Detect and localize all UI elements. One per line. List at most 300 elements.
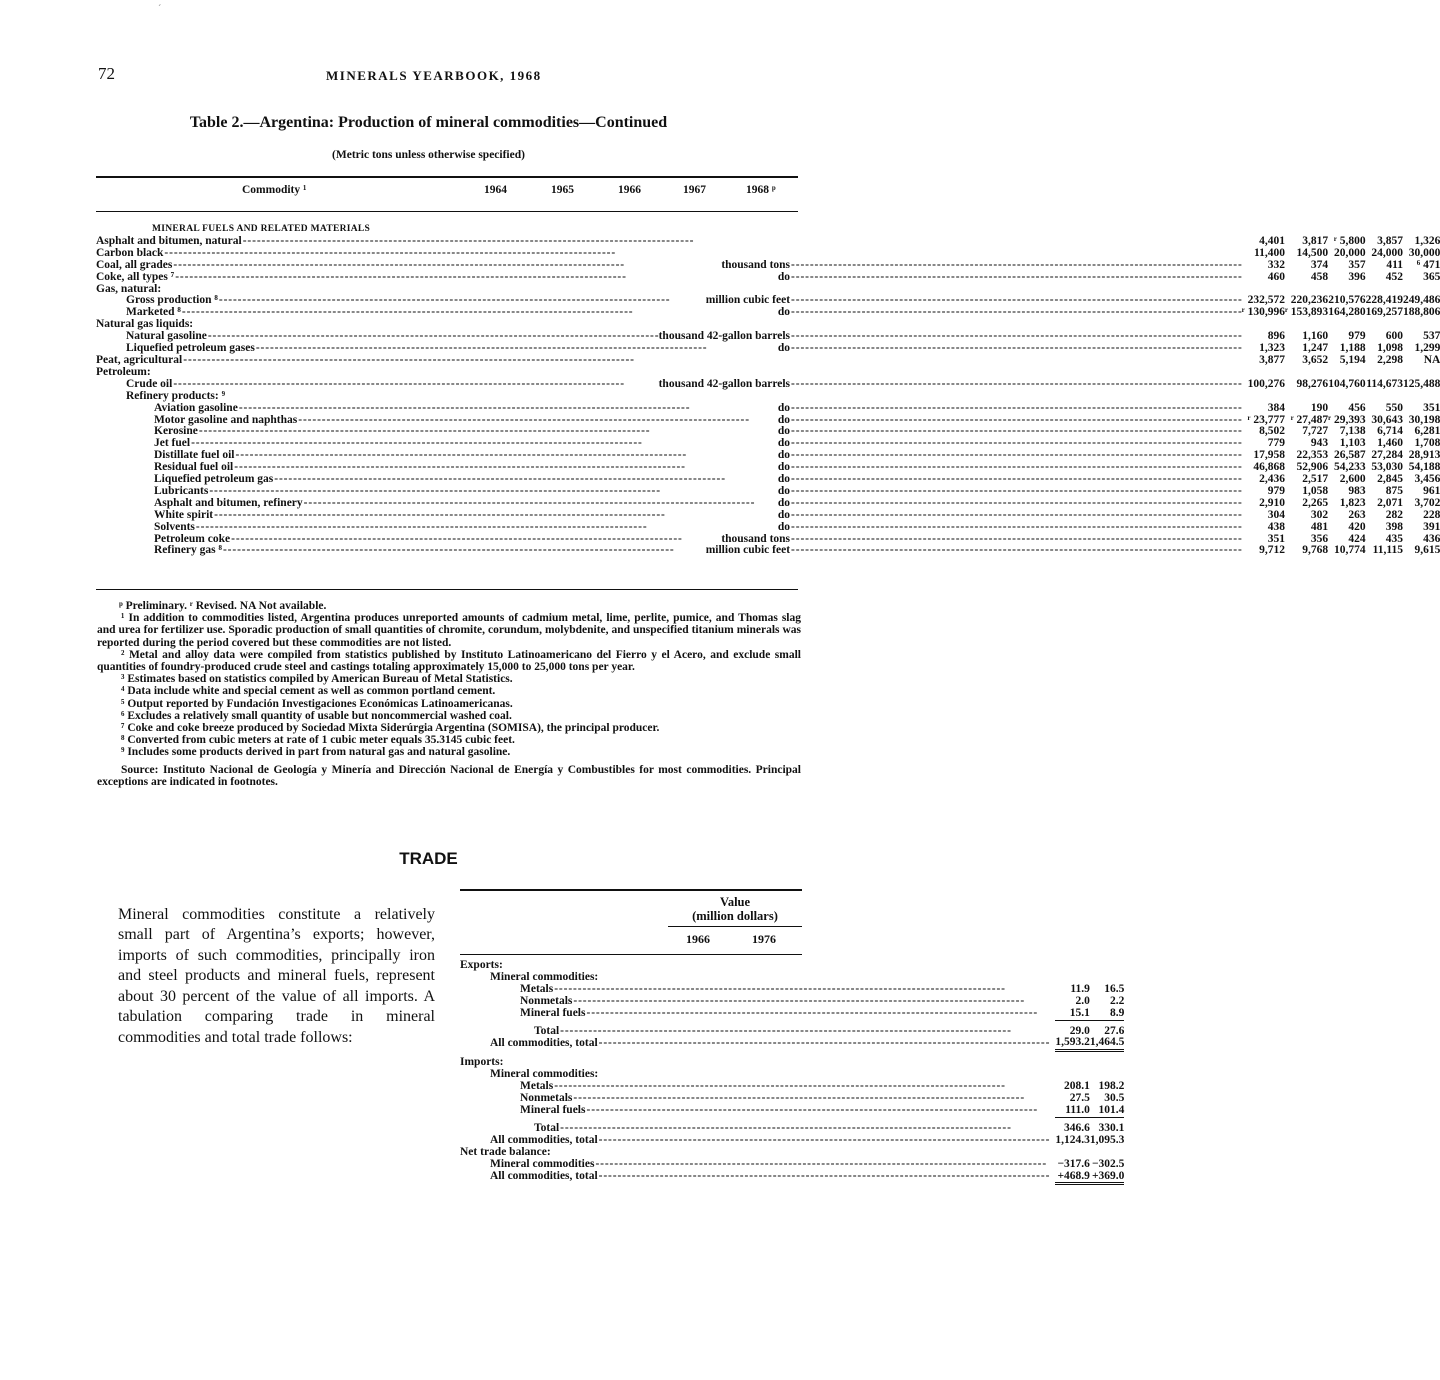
value-cell [1242,367,1285,379]
production-table [96,224,1440,557]
trade-value-cell: 30.5 [1104,1092,1125,1105]
value-cell: 2,265 [1302,496,1329,509]
value-cell: 17,958 [1253,449,1285,462]
value-cell: 9,615 [1414,544,1440,557]
value-cell: 7,138 [1339,425,1366,438]
value-cell: 2,298 [1377,353,1403,366]
value-cell: 3,702 [1414,496,1440,509]
commodity-leader [96,248,1242,260]
value-cell: 1,823 [1339,496,1366,509]
dot-leader [791,403,1241,415]
trade-leader [534,1123,1055,1135]
trade-value-cell: 198.2 [1098,1080,1125,1093]
trade-header-rule [460,954,802,955]
trade-label-cell [460,1008,1055,1020]
table-top-rule [96,176,798,178]
dot-leader [791,498,1241,510]
commodity-leader [126,379,1242,391]
trade-label: Nonmetals [520,994,573,1007]
trade-value-cell: 330.1 [1098,1121,1125,1134]
value-cell: 54,188 [1408,461,1440,474]
value-cell: 30,000 [1408,246,1440,259]
value-cell: 282 [1385,508,1403,521]
commodity-unit: do [777,520,791,533]
value-cell: 1,103 [1339,437,1366,450]
commodity-unit: do [777,449,791,462]
dot-leader [586,1105,1048,1117]
table-bottom-rule [96,589,798,590]
value-cell: 3,652 [1302,353,1329,366]
commodity-label: Liquefied petroleum gas [154,473,274,486]
dot-leader [175,272,777,284]
table-row [96,391,1440,403]
value-cell: 779 [1267,437,1285,450]
value-cell: 1,188 [1339,342,1366,355]
dot-leader [586,1008,1048,1020]
dot-leader [183,355,1241,367]
value-cell: 456 [1348,401,1366,414]
value-header [668,895,802,923]
value-cell: 2,517 [1302,473,1329,486]
trade-value-cell: 11.9 [1070,982,1090,995]
commodity-label: Marketed ⁸ [126,306,181,319]
value-cell: 52,906 [1296,461,1329,474]
dot-leader [599,1038,1049,1050]
commodity-label-cell [96,379,1242,391]
commodity-label-cell [96,391,1242,403]
value-cell: 263 [1348,508,1366,521]
trade-row [460,984,1124,996]
commodity-label-cell [96,498,1242,510]
value-cell: 46,868 [1253,461,1285,474]
value-cell: 391 [1423,520,1440,533]
value-cell: 396 [1348,270,1366,283]
commodity-leader [96,272,1242,284]
trade-leader [490,1171,1055,1183]
table-row [96,248,1440,260]
table-row [96,260,1440,272]
commodity-label: White spirit [154,508,214,521]
value-cell: 365 [1423,270,1440,283]
commodity-label: Asphalt and bitumen, refinery [154,496,303,509]
commodity-leader [126,307,1242,319]
trade-value-cell [1090,960,1125,972]
trade-label: Nonmetals [520,1092,573,1105]
dot-leader [173,260,720,272]
trade-leader [520,1105,1055,1117]
commodity-label: Kerosine [154,425,198,438]
page-number: 72 [98,64,115,83]
trade-leader [520,1008,1055,1020]
commodity-unit: do [777,306,791,319]
dot-leader [196,522,777,534]
value-cell: 351 [1423,401,1440,414]
value-cell [1328,367,1365,379]
value-cell: 169,257 [1365,306,1403,319]
trade-value-cell [1090,1147,1125,1159]
value-cell: NA [1423,353,1440,366]
dot-leader [791,307,1241,319]
value-cell: 2,910 [1259,496,1285,509]
dot-leader [791,379,1241,391]
dot-leader [223,545,705,557]
value-cell: 164,280 [1328,306,1366,319]
value-cell: 435 [1385,532,1403,545]
commodity-unit: do [777,473,791,486]
trade-row [460,1135,1124,1147]
dot-leader [573,996,1048,1008]
trade-label-cell [460,1171,1055,1184]
trade-leader [520,1093,1055,1105]
footnote: ² Metal and alloy data were compiled from statistics published by Instituto Latinoamericano del Fierro y el Acero, and exclude small quantities of foundry-produced crude steel and castings totaling approximately 15,000 to 25,000 tons per year. [97,648,801,674]
value-cell: 11,115 [1372,544,1403,557]
value-cell: 100,276 [1247,377,1285,390]
value-cell: 1,160 [1302,330,1329,343]
value-cell: 28,913 [1408,449,1440,462]
running-title: MINERALS YEARBOOK, 1968 [326,68,542,83]
value-cell: 14,500 [1296,246,1329,259]
value-cell: 961 [1423,484,1440,497]
dot-leader [791,510,1241,522]
value-cell [1366,391,1403,403]
commodity-unit: million cubic feet [705,544,791,557]
value-cell: 357 [1348,258,1366,271]
value-cell: 11,400 [1253,246,1285,259]
dot-leader [791,545,1241,557]
value-cell: 436 [1423,532,1440,545]
trade-leader [490,1135,1055,1147]
trade-leader [534,1026,1055,1038]
commodity-label: Asphalt and bitumen, natural [96,234,242,247]
value-cell: 188,806 [1402,306,1440,319]
trade-value-cell: −302.5 [1091,1157,1125,1170]
value-cell: 24,000 [1371,246,1403,259]
value-cell: 53,030 [1371,461,1403,474]
commodity-label: Aviation gasoline [154,401,238,414]
commodity-label: Lubricants [154,484,209,497]
commodity-column-header: Commodity ¹ [242,184,307,196]
footnote-list [97,612,801,758]
value-cell: 2,845 [1377,473,1403,486]
trade-year-1976: 1976 [752,932,776,946]
dot-leader [791,522,1241,534]
trade-value-cell: 29.0 [1069,1024,1090,1037]
value-cell: ʳ 153,893 [1284,306,1329,319]
table-row [96,545,1440,557]
stray-mark: ´ [158,4,162,15]
trade-row [460,1147,1124,1159]
dot-leader [573,1093,1048,1105]
trade-label: Mineral commodities [490,1157,595,1170]
trade-table-top-rule [460,889,802,891]
commodity-label-cell [96,510,1242,522]
trade-leader [520,996,1055,1008]
value-cell: 54,233 [1333,461,1366,474]
footnote: ¹ In addition to commodities listed, Argentina produces unreported amounts of cadmium metal, lime, perlite, pumice, and Thomas slag and urea for fertilizer use. Sporadic production of small quantities of chromite, corundum, molybdenite, and unspecified titanium minerals was reported during the period covered but these commodities are not listed. [97,612,801,649]
trade-value-cell: 2.2 [1110,994,1125,1007]
commodity-leader [154,498,1242,510]
value-cell: 2,436 [1259,473,1285,486]
value-cell: 983 [1348,484,1366,497]
trade-label: Total [534,1024,560,1037]
trade-value-cell: 1,464.5 [1090,1037,1125,1050]
commodity-label: Coke, all types ⁷ [96,270,175,283]
dot-leader [560,1123,1048,1135]
dot-leader [239,403,777,415]
value-cell: 550 [1385,401,1403,414]
value-cell: 1,058 [1302,484,1329,497]
commodity-label-cell [96,367,1242,379]
commodity-leader [96,260,1242,272]
trade-row [460,996,1124,1008]
value-header-line2: (million dollars) [692,909,778,923]
dot-leader [214,510,777,522]
value-cell: 27,284 [1371,449,1403,462]
value-cell: 302 [1310,508,1329,521]
value-cell: 304 [1267,508,1285,521]
footnote: ⁷ Coke and coke breeze produced by Sociedad Mixta Siderúrgia Argentina (SOMISA), the principal producer. [121,722,660,735]
trade-label-cell [460,1123,1055,1135]
trade-value-cell: 16.5 [1104,982,1125,995]
value-cell: 98,276 [1296,377,1329,390]
value-cell: 420 [1348,520,1366,533]
value-cell: 30,643 [1371,413,1403,426]
dot-leader [173,379,657,391]
commodity-unit: do [777,508,791,521]
commodity-label: Petroleum coke [154,532,231,545]
trade-value-cell: 27.6 [1104,1024,1125,1037]
trade-label: Mineral fuels [520,1006,586,1019]
value-cell: 114,673 [1366,377,1403,390]
table-row [96,403,1440,415]
commodity-label: Natural gasoline [126,330,207,343]
trade-row [460,1008,1124,1020]
commodity-label: Solvents [154,520,195,533]
value-cell: ʳ 130,996 [1241,306,1285,319]
value-header-rule [668,926,802,927]
value-cell [1242,391,1285,403]
commodity-leader [96,355,1242,367]
value-cell: 3,877 [1259,353,1285,366]
table-row [96,522,1440,534]
year-header-1967: 1967 [683,184,706,196]
value-cell: 1,323 [1259,342,1285,355]
value-cell: 438 [1267,520,1285,533]
value-cell: 125,488 [1402,377,1440,390]
trade-row [460,1037,1124,1050]
commodity-unit: thousand tons [721,532,791,545]
value-cell: 4,401 [1259,234,1285,247]
value-cell: 452 [1385,270,1403,283]
trade-label: Mineral commodities: [490,970,599,983]
value-cell: 1,299 [1414,342,1440,355]
table-row [96,367,1440,379]
value-cell: 232,572 [1247,294,1285,307]
trade-value-cell: 1,124.3 [1055,1133,1090,1146]
trade-value-cell [1055,1057,1090,1069]
commodity-label-cell [96,355,1242,367]
commodity-label: Peat, agricultural [96,353,183,366]
trade-label: Exports: [460,959,503,971]
commodity-label: Residual fuel oil [154,461,234,474]
year-header-1968: 1968 ᵖ [746,184,776,196]
trade-label-cell [460,1159,1055,1171]
value-cell [1285,367,1328,379]
footnote: ⁹ Includes some products derived in part from natural gas and natural gasoline. [121,746,511,759]
value-cell: 249,486 [1402,294,1440,307]
value-cell: 979 [1348,330,1366,343]
value-cell: ʳ 29,393 [1328,413,1366,426]
commodity-label-cell [96,403,1242,415]
value-cell: 30,198 [1408,413,1440,426]
commodity-unit: do [777,437,791,450]
value-cell: 458 [1310,270,1329,283]
trade-value-cell: −317.6 [1057,1157,1090,1170]
table-subtitle: (Metric tons unless otherwise specified) [332,149,525,161]
table-row [96,307,1440,319]
trade-label-cell [460,1026,1055,1038]
commodity-label-cell [96,260,1242,272]
value-cell: 1,460 [1377,437,1403,450]
value-cell: 104,760 [1328,377,1366,390]
dot-leader [599,1135,1049,1147]
value-cell [1285,391,1328,403]
dot-leader [554,984,1048,996]
commodity-unit: do [777,461,791,474]
commodity-label: Crude oil [126,377,173,390]
value-cell [1403,367,1440,379]
value-cell [1366,367,1403,379]
commodity-label: Coal, all grades [96,258,173,271]
trade-value-cell: 1,593.2 [1055,1037,1090,1050]
value-cell: 411 [1386,258,1403,271]
commodity-label: Gas, natural: [96,282,162,295]
value-cell: 356 [1310,532,1329,545]
commodity-unit: thousand 42-gallon barrels [658,330,791,343]
dot-leader [304,498,777,510]
value-cell: 1,098 [1377,342,1403,355]
commodity-label: Jet fuel [154,437,191,450]
year-header-1965: 1965 [551,184,574,196]
commodity-label-cell [96,545,1242,557]
trade-year-1966: 1966 [686,932,710,946]
table-row [96,379,1440,391]
dot-leader [164,248,1240,260]
table-header-rule [96,211,798,212]
trade-label-cell [460,1037,1055,1050]
footnote: ⁶ Excludes a relatively small quantity of usable but noncommercial washed coal. [121,709,512,722]
value-cell: 374 [1310,258,1329,271]
commodity-unit: do [777,413,791,426]
trade-row [460,1093,1124,1105]
trade-row [460,1026,1124,1038]
trade-label-cell [460,996,1055,1008]
value-cell: 875 [1385,484,1403,497]
value-cell: ʳ 5,800 [1333,234,1366,247]
commodity-unit: do [777,425,791,438]
commodity-label: Petroleum: [96,365,151,378]
commodity-label-cell [96,248,1242,260]
value-cell: 9,712 [1259,544,1285,557]
value-cell: 460 [1267,270,1285,283]
value-cell: 22,353 [1296,449,1329,462]
value-cell: 351 [1267,532,1285,545]
commodity-unit: thousand tons [721,258,791,271]
footnote-legend: ᵖ Preliminary. ʳ Revised. NA Not available. [119,600,327,612]
trade-value-cell [1055,1147,1090,1159]
trade-label: Mineral commodities: [490,1068,599,1081]
trade-value-cell: 101.4 [1090,1105,1125,1117]
trade-paragraph [118,884,435,1048]
trade-value-cell: 2.0 [1075,994,1090,1007]
commodity-leader [154,403,1242,415]
value-cell: 220,236 [1290,294,1329,307]
footnote: ³ Estimates based on statistics compiled by American Bureau of Metal Statistics. [121,673,513,686]
value-cell: 228 [1423,508,1440,521]
dot-leader [595,1159,1048,1171]
commodity-label: Refinery products: ⁹ [126,389,226,402]
dot-leader [791,260,1241,272]
commodity-label-cell [96,522,1242,534]
footnotes [97,600,801,788]
value-cell [1328,391,1365,403]
trade-label: Net trade balance: [460,1145,551,1158]
value-cell: 8,502 [1259,425,1285,438]
trade-label: Metals [520,982,554,995]
dot-leader [182,307,777,319]
trade-label: Total [534,1121,560,1134]
trade-row [460,1123,1124,1135]
trade-value-cell: 27.5 [1069,1092,1090,1105]
value-cell: 5,194 [1339,353,1366,366]
section-label: MINERAL FUELS AND RELATED MATERIALS [152,224,371,234]
trade-value-cell: 346.6 [1064,1121,1090,1134]
commodity-unit: do [777,484,791,497]
trade-value-cell: 15.1 [1055,1008,1090,1020]
year-header-1966: 1966 [618,184,641,196]
value-cell: 7,727 [1302,425,1329,438]
value-cell: 6,714 [1377,425,1403,438]
trade-value-cell: 8.9 [1090,1008,1125,1020]
value-cell: 1,708 [1414,437,1440,450]
trade-row [460,1105,1124,1117]
value-cell: 6,281 [1414,425,1440,438]
commodity-label: Gross production ⁸ [126,294,218,307]
value-cell: 2,600 [1339,473,1366,486]
footnote: ⁴ Data include white and special cement as well as common portland cement. [121,685,496,698]
commodity-leader [154,510,1242,522]
commodity-unit: do [777,401,791,414]
value-cell: 9,768 [1302,544,1329,557]
commodity-label: Distillate fuel oil [154,449,235,462]
value-cell: 2,071 [1377,496,1403,509]
trade-label-cell [460,1093,1055,1105]
commodity-label: Motor gasoline and naphthas [154,413,298,426]
value-cell: ʳ 27,487 [1290,413,1329,426]
commodity-unit: do [777,342,791,355]
value-cell: 3,857 [1377,234,1403,247]
trade-leader [490,1159,1055,1171]
value-cell: ⁶ 471 [1416,258,1440,271]
commodity-label: Refinery gas ⁸ [154,544,222,557]
trade-leader [520,984,1055,996]
trade-table [460,960,1124,1185]
value-cell: 332 [1267,258,1285,271]
value-cell: 896 [1267,330,1285,343]
footnote: ⁵ Output reported by Fundación Investigaciones Económicas Latinoamericanas. [121,697,513,710]
value-cell: 943 [1310,437,1329,450]
commodity-label: Carbon black [96,246,164,259]
